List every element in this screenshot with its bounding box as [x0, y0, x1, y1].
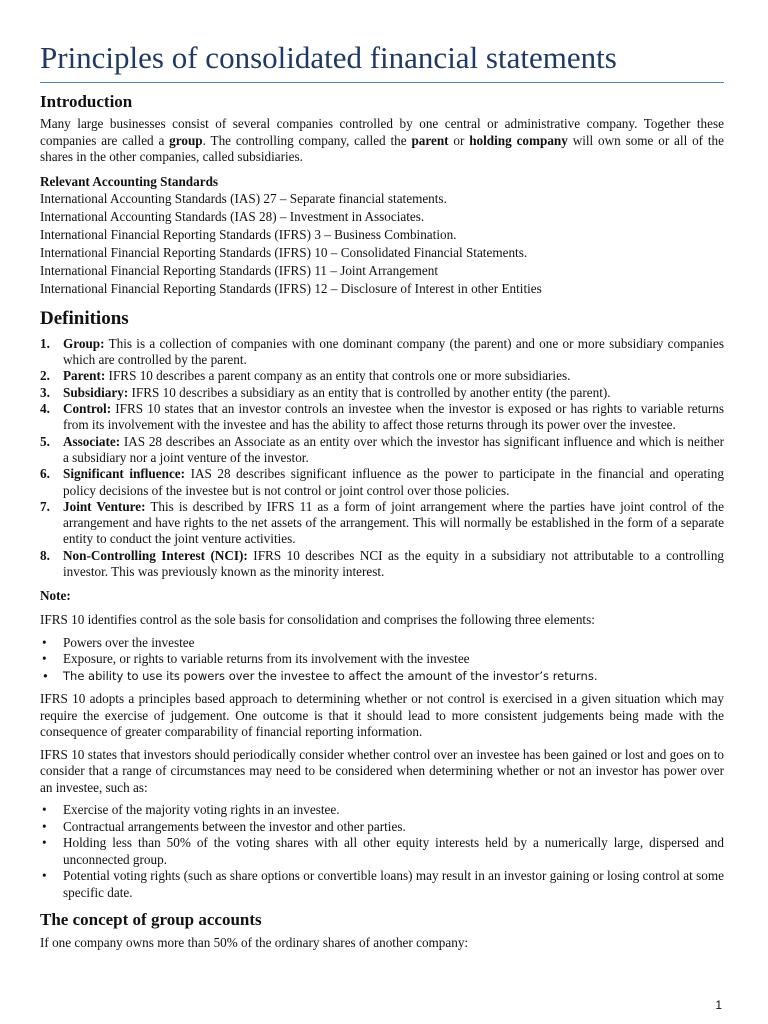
definition-item: [40, 548, 724, 581]
definition-number: 7.: [40, 498, 50, 514]
intro-text-d: will own some or all of the shares in the other companies, called subsidiaries.: [40, 132, 724, 165]
note-paragraph: IFRS 10 identifies control as the sole basis for consolidation and comprises the following three elements:: [40, 612, 595, 628]
definition-term: Parent:: [63, 368, 106, 384]
circumstances-list: [40, 802, 724, 901]
document-page: [40, 40, 724, 957]
group-accounts-heading: The concept of group accounts: [40, 910, 262, 930]
definition-term: Non-Controlling Interest (NCI):: [63, 547, 248, 563]
definition-term: Associate:: [63, 433, 121, 449]
intro-term-group: group: [169, 132, 203, 148]
note-label: Note:: [40, 588, 71, 604]
group-accounts-paragraph: If one company owns more than 50% of the ordinary shares of another company:: [40, 934, 469, 950]
definition-text: This is described by IFRS 11 as a form of joint arrangement where the parties have joint control of the arrangement and have rights to the net assets of the arrangement. This will normally be established in the form of a separate entity to conduct the joint venture activities.: [63, 498, 724, 547]
definition-term: Control:: [63, 401, 112, 417]
definition-item: [40, 401, 724, 434]
page-title: Principles of consolidated financial statements: [40, 40, 724, 83]
definition-item: [40, 336, 724, 369]
definition-text: IAS 28 describes significant influence as the power to participate in the financial and operating policy decisions of the investee but is not control or joint control over those policies.: [63, 466, 724, 498]
standard-item: International Accounting Standards (IAS 28) – Investment in Associates.: [40, 209, 425, 225]
intro-text-c: or: [448, 132, 470, 148]
definition-text: IFRS 10 states that an investor controls an investee when the investor is exposed or has rights to variable returns from its involvement with the investee and has the ability to affect those returns through its power over the investee.: [63, 401, 724, 433]
definition-number: 8.: [40, 547, 50, 563]
list-item: • Exposure, or rights to variable returns from its involvement with the investee: [40, 651, 724, 668]
standard-item: International Financial Reporting Standards (IFRS) 10 – Consolidated Financial Statements.: [40, 245, 528, 261]
standard-item: International Financial Reporting Standards (IFRS) 3 – Business Combination.: [40, 227, 457, 243]
intro-term-parent: parent: [411, 132, 449, 148]
intro-text-b: . The controlling company, called the: [202, 132, 412, 148]
definition-text: IFRS 10 describes a parent company as an entity that controls one or more subsidiaries.: [105, 368, 571, 384]
definition-term: Joint Venture:: [63, 498, 146, 514]
list-item: • Potential voting rights (such as share options or convertible loans) may result in an investor gaining or losing control at some specific date.: [40, 868, 724, 901]
principles-paragraph: IFRS 10 adopts a principles based approach to determining whether or not control is exercised in a given situation which may require the exercise of judgement. One outcome is that it should lead to more consistent judgements being made with the consequence of greater comparability of financial reporting information.: [40, 691, 724, 740]
definition-item: [40, 385, 724, 401]
page-number: 1: [715, 998, 722, 1012]
standard-item: International Financial Reporting Standards (IFRS) 12 – Disclosure of Interest in other Entities: [40, 281, 542, 297]
list-item: • Holding less than 50% of the voting shares with all other equity interests held by a numerically large, dispersed and unconnected group.: [40, 835, 724, 868]
definition-item: [40, 499, 724, 548]
definition-number: 5.: [40, 433, 50, 449]
introduction-paragraph: [40, 116, 724, 166]
introduction-heading: Introduction: [40, 91, 133, 111]
list-item: • Powers over the investee: [40, 635, 724, 652]
definition-number: 3.: [40, 384, 50, 400]
definition-item: [40, 368, 724, 384]
list-item: • The ability to use its powers over the investee to affect the amount of the investor’s returns.: [40, 668, 724, 685]
definition-text: IFRS 10 describes NCI as the equity in a subsidiary not attributable to a controlling investor. This was previously known as the minority interest.: [63, 547, 725, 579]
definition-term: Group:: [63, 335, 105, 351]
definition-text: IFRS 10 describes a subsidiary as an entity that is controlled by another entity (the parent).: [128, 384, 611, 400]
standard-item: International Financial Reporting Standards (IFRS) 11 – Joint Arrangement: [40, 263, 438, 279]
circumstances-paragraph: IFRS 10 states that investors should periodically consider whether control over an investee has been gained or lost and goes on to consider that a range of circumstances may need to be considered when determining whether or not an investor has power over an investee, such as:: [40, 746, 724, 795]
standards-list: [40, 190, 724, 298]
definition-number: 2.: [40, 368, 50, 384]
list-item: • Contractual arrangements between the investor and other parties.: [40, 819, 724, 836]
intro-term-holding: holding company: [469, 132, 568, 148]
definition-term: Subsidiary:: [63, 384, 129, 400]
definition-number: 4.: [40, 401, 50, 417]
list-item: • Exercise of the majority voting rights in an investee.: [40, 802, 724, 819]
definition-number: 6.: [40, 466, 50, 482]
definitions-heading: Definitions: [40, 308, 129, 330]
control-elements-list: [40, 635, 724, 685]
definition-item: [40, 434, 724, 467]
intro-text-a: Many large businesses consist of several companies controlled by one central or administrative company. Together these companies are called a: [40, 116, 724, 148]
definition-number: 1.: [40, 335, 50, 351]
definition-term: Significant influence:: [63, 466, 186, 482]
standard-item: International Accounting Standards (IAS) 27 – Separate financial statements.: [40, 191, 447, 207]
definition-text: IAS 28 describes an Associate as an entity over which the investor has significant influence and which is neither a subsidiary nor a joint venture of the investor.: [63, 433, 724, 465]
definition-item: [40, 466, 724, 499]
definitions-list: [40, 336, 724, 580]
standards-heading: Relevant Accounting Standards: [40, 173, 219, 189]
definition-text: This is a collection of companies with one dominant company (the parent) and one or more subsidiary companies which are controlled by the parent.: [63, 335, 724, 368]
